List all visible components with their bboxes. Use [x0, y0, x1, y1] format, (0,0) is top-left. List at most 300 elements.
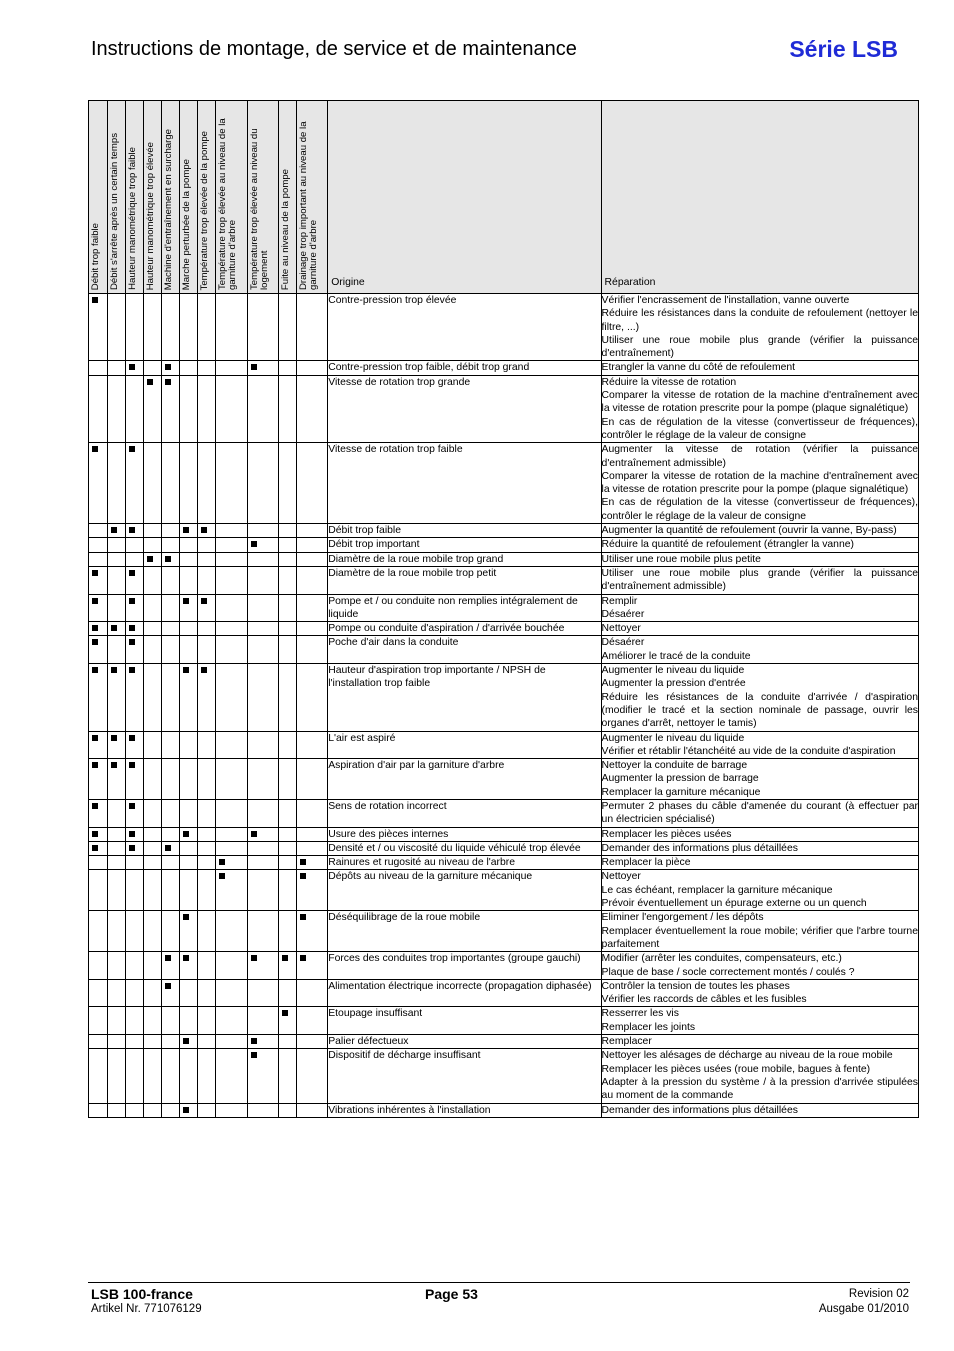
symptom-cell [180, 979, 198, 1007]
repair-cell [601, 361, 918, 375]
repair-line: Améliorer le tracé de la conduite [601, 650, 751, 662]
repair-line: Réduire les résistances de la conduite d'arrivée / d'aspiration (modifier le tracé et la section nominale de passage, ouvrir les organes d'arrêt, nettoyer le tamis) [601, 691, 918, 730]
marker-square [129, 625, 135, 631]
symptom-cell [279, 1035, 297, 1049]
symptom-cell [180, 870, 198, 911]
origin-cell: Vitesse de rotation trop grande [328, 375, 601, 442]
marker-square [92, 570, 98, 576]
symptom-cell [89, 361, 108, 375]
marker-square [219, 873, 225, 879]
table-header-row [89, 101, 919, 294]
marker-square [129, 762, 135, 768]
symptom-cell [126, 622, 144, 636]
symptom-cell [279, 731, 297, 759]
symptom-cell [198, 731, 216, 759]
marker-square [183, 1107, 189, 1113]
table-row [89, 731, 919, 759]
symptom-cell [297, 799, 328, 827]
symptom-cell [89, 979, 108, 1007]
origin-cell: Etoupage insuffisant [328, 1007, 601, 1035]
marker-square [201, 667, 207, 673]
repair-line: Comparer la vitesse de rotation de la machine d'entraînement avec la vitesse de rotation prescrite pour la pompe (plaque signalétique) [601, 390, 918, 415]
marker-square [129, 667, 135, 673]
symptom-cell [248, 911, 279, 952]
marker-square [165, 379, 171, 385]
symptom-cell [162, 759, 180, 800]
symptom-cell [108, 1007, 126, 1035]
symptom-cell [216, 552, 248, 566]
symptom-cell [248, 552, 279, 566]
symptom-cell [248, 799, 279, 827]
repair-cell [601, 731, 918, 759]
footer-article-number: Artikel Nr. 771076129 [91, 1303, 202, 1315]
symptom-cell [108, 1049, 126, 1103]
table-row [89, 1049, 919, 1103]
origin-cell: Dépôts au niveau de la garniture mécanique [328, 870, 601, 911]
symptom-cell [162, 841, 180, 855]
symptom-cell [89, 622, 108, 636]
symptom-cell [144, 841, 162, 855]
symptom-cell [162, 566, 180, 594]
table-row [89, 856, 919, 870]
symptom-cell [108, 636, 126, 664]
symptom-cell [180, 952, 198, 980]
symptom-cell [198, 799, 216, 827]
symptom-cell [126, 870, 144, 911]
repair-line: Augmenter le niveau du liquide [601, 665, 745, 677]
symptom-cell [279, 622, 297, 636]
origin-cell: Contre-pression trop élevée [328, 294, 601, 361]
repair-line: Nettoyer les alésages de décharge au niveau de la roue mobile [601, 1050, 893, 1062]
symptom-cell [108, 524, 126, 538]
repair-line: Nettoyer la conduite de barrage [601, 760, 748, 772]
marker-square [183, 831, 189, 837]
repair-line: Augmenter le niveau du liquide [601, 732, 745, 744]
symptom-cell [162, 1035, 180, 1049]
repair-cell [601, 911, 918, 952]
symptom-cell [216, 827, 248, 841]
symptom-cell [297, 538, 328, 552]
table-row [89, 636, 919, 664]
symptom-cell [162, 1049, 180, 1103]
repair-cell [601, 664, 918, 731]
symptom-cell [180, 856, 198, 870]
origin-cell: Hauteur d'aspiration trop importante / NPSH de l'installation trop faible [328, 664, 601, 731]
symptom-cell [216, 622, 248, 636]
symptom-cell [144, 594, 162, 622]
symptom-cell [89, 827, 108, 841]
symptom-cell [180, 566, 198, 594]
symptom-cell [89, 856, 108, 870]
symptom-cell [144, 538, 162, 552]
symptom-cell [180, 1035, 198, 1049]
repair-line: En cas de régulation de la vitesse (convertisseur de fréquences), contrôler le réglage de la valeur de consigne [601, 416, 918, 441]
symptom-cell [126, 1035, 144, 1049]
symptom-cell [89, 1103, 108, 1117]
symptom-cell [216, 1103, 248, 1117]
repair-cell [601, 952, 918, 980]
symptom-cell [162, 1103, 180, 1117]
repair-line: Remplacer les pièces usées [601, 828, 732, 840]
symptom-cell [126, 799, 144, 827]
symptom-cell [89, 1007, 108, 1035]
symptom-cell [297, 594, 328, 622]
repair-line: Eliminer l'engorgement / les dépôts [601, 912, 764, 924]
repair-cell [601, 799, 918, 827]
symptom-cell [180, 636, 198, 664]
symptom-cell [216, 952, 248, 980]
repair-line: Remplacer les joints [601, 1021, 696, 1033]
symptom-cell [180, 731, 198, 759]
symptom-cell [126, 594, 144, 622]
symptom-cell [297, 1035, 328, 1049]
symptom-cell [216, 664, 248, 731]
symptom-cell [198, 566, 216, 594]
symptom-cell [279, 911, 297, 952]
marker-square [129, 831, 135, 837]
symptom-cell [198, 911, 216, 952]
symptom-cell [108, 375, 126, 442]
symptom-cell [198, 827, 216, 841]
repair-cell [601, 841, 918, 855]
repair-line: Utiliser une roue mobile plus grande (vérifier la puissance d'entraînement) [601, 334, 918, 360]
marker-square [201, 527, 207, 533]
symptom-cell [162, 979, 180, 1007]
symptom-cell [216, 594, 248, 622]
symptom-cell [198, 361, 216, 375]
symptom-cell [126, 1103, 144, 1117]
symptom-cell [216, 1035, 248, 1049]
symptom-cell [144, 759, 162, 800]
symptom-cell [162, 538, 180, 552]
symptom-cell [162, 1007, 180, 1035]
symptom-cell [144, 636, 162, 664]
symptom-cell [180, 294, 198, 361]
symptom-cell [108, 952, 126, 980]
symptom-cell [297, 856, 328, 870]
symptom-cell [248, 841, 279, 855]
origin-cell: Poche d'air dans la conduite [328, 636, 601, 664]
symptom-cell [180, 827, 198, 841]
symptom-cell [126, 443, 144, 524]
symptom-cell [126, 979, 144, 1007]
symptom-cell [162, 731, 180, 759]
symptom-cell [126, 827, 144, 841]
symptom-cell [279, 361, 297, 375]
symptom-cell [126, 375, 144, 442]
origin-cell: Débit trop faible [328, 524, 601, 538]
origin-cell: Alimentation électrique incorrecte (propagation diphasée) [328, 979, 601, 1007]
symptom-cell [198, 538, 216, 552]
table-row [89, 375, 919, 442]
symptom-cell [297, 443, 328, 524]
symptom-cell [180, 524, 198, 538]
symptom-cell [162, 594, 180, 622]
marker-square [183, 667, 189, 673]
marker-square [183, 527, 189, 533]
symptom-cell [297, 841, 328, 855]
symptom-cell [162, 622, 180, 636]
marker-square [165, 983, 171, 989]
marker-square [129, 570, 135, 576]
symptom-cell [198, 759, 216, 800]
symptom-cell [198, 443, 216, 524]
origin-cell: L'air est aspiré [328, 731, 601, 759]
symptom-header: Marche perturbée de la pompe [180, 101, 198, 294]
symptom-cell [216, 361, 248, 375]
symptom-cell [162, 294, 180, 361]
symptom-cell [126, 952, 144, 980]
symptom-cell [108, 594, 126, 622]
symptom-cell [126, 566, 144, 594]
origin-cell: Contre-pression trop faible, débit trop grand [328, 361, 601, 375]
repair-cell [601, 552, 918, 566]
symptom-cell [297, 1049, 328, 1103]
table-row [89, 664, 919, 731]
page-title: Instructions de montage, de service et de maintenance [91, 38, 577, 60]
origin-cell: Palier défectueux [328, 1035, 601, 1049]
symptom-cell [279, 759, 297, 800]
symptom-cell [108, 294, 126, 361]
symptom-header: Fuite au niveau de la pompe [279, 101, 297, 294]
symptom-cell [248, 759, 279, 800]
symptom-cell [126, 636, 144, 664]
symptom-header: Hauteur manométrique trop faible [126, 101, 144, 294]
repair-line: Vérifier l'encrassement de l'installation, vanne ouverte [601, 295, 850, 306]
symptom-cell [144, 1035, 162, 1049]
symptom-cell [216, 566, 248, 594]
symptom-cell [198, 841, 216, 855]
symptom-cell [279, 443, 297, 524]
symptom-cell [162, 856, 180, 870]
symptom-cell [279, 841, 297, 855]
symptom-cell [216, 294, 248, 361]
repair-line: Adapter à la pression du système / à la pression d'arrivée stipulées au moment de la commande [601, 1076, 918, 1102]
symptom-cell [279, 1049, 297, 1103]
symptom-cell [216, 1049, 248, 1103]
marker-square [147, 556, 153, 562]
repair-line: Désaérer [601, 637, 645, 649]
repair-cell [601, 759, 918, 800]
symptom-cell [198, 552, 216, 566]
symptom-cell [180, 1007, 198, 1035]
repair-line: Demander des informations plus détaillées [601, 842, 798, 854]
repair-cell [601, 979, 918, 1007]
symptom-cell [144, 1049, 162, 1103]
symptom-cell [198, 1035, 216, 1049]
symptom-cell [216, 841, 248, 855]
repair-line: Nettoyer [601, 623, 641, 635]
symptom-cell [89, 731, 108, 759]
symptom-cell [297, 1007, 328, 1035]
symptom-cell [144, 827, 162, 841]
symptom-cell [162, 375, 180, 442]
repair-line: Augmenter la pression de barrage [601, 773, 759, 785]
symptom-cell [248, 1103, 279, 1117]
symptom-cell [180, 1049, 198, 1103]
symptom-cell [248, 361, 279, 375]
origin-cell: Densité et / ou viscosité du liquide véhiculé trop élevée [328, 841, 601, 855]
marker-square [92, 625, 98, 631]
origin-cell: Vibrations inhérentes à l'installation [328, 1103, 601, 1117]
symptom-cell [126, 538, 144, 552]
symptom-cell [126, 664, 144, 731]
repair-cell [601, 622, 918, 636]
symptom-cell [216, 538, 248, 552]
symptom-cell [279, 664, 297, 731]
symptom-cell [162, 827, 180, 841]
symptom-cell [279, 1007, 297, 1035]
table-row [89, 911, 919, 952]
symptom-cell [216, 1007, 248, 1035]
symptom-cell [89, 375, 108, 442]
table-row [89, 361, 919, 375]
symptom-cell [108, 979, 126, 1007]
series-title: Série LSB [789, 36, 898, 62]
repair-cell [601, 566, 918, 594]
symptom-cell [144, 911, 162, 952]
symptom-cell [108, 841, 126, 855]
symptom-cell [216, 375, 248, 442]
symptom-cell [89, 294, 108, 361]
symptom-cell [108, 799, 126, 827]
origin-cell: Diamètre de la roue mobile trop petit [328, 566, 601, 594]
marker-square [92, 297, 98, 303]
symptom-cell [144, 443, 162, 524]
symptom-cell [144, 1103, 162, 1117]
symptom-cell [108, 911, 126, 952]
symptom-cell [162, 952, 180, 980]
repair-line: Remplacer [601, 1036, 652, 1048]
symptom-cell [89, 870, 108, 911]
origin-cell: Usure des pièces internes [328, 827, 601, 841]
symptom-cell [162, 524, 180, 538]
marker-square [92, 762, 98, 768]
marker-square [282, 1010, 288, 1016]
repair-line: Contrôler la tension de toutes les phases [601, 980, 790, 992]
repair-line: Demander des informations plus détaillées [601, 1104, 798, 1116]
symptom-cell [126, 524, 144, 538]
symptom-cell [162, 552, 180, 566]
symptom-cell [297, 911, 328, 952]
symptom-cell [180, 799, 198, 827]
marker-square [111, 625, 117, 631]
symptom-cell [297, 622, 328, 636]
symptom-cell [279, 538, 297, 552]
repair-cell [601, 1007, 918, 1035]
symptom-cell [198, 870, 216, 911]
symptom-cell [144, 524, 162, 538]
origin-cell: Débit trop important [328, 538, 601, 552]
symptom-cell [144, 361, 162, 375]
symptom-cell [216, 870, 248, 911]
symptom-cell [248, 594, 279, 622]
symptom-cell [297, 664, 328, 731]
symptom-cell [216, 979, 248, 1007]
symptom-cell [297, 375, 328, 442]
symptom-cell [180, 375, 198, 442]
symptom-cell [248, 1049, 279, 1103]
symptom-header: Machine d'entraînement en surcharge [162, 101, 180, 294]
repair-line: Comparer la vitesse de rotation de la machine d'entraînement avec la vitesse de rotation prescrite pour la pompe (plaque signalétique) [601, 470, 918, 496]
repair-cell [601, 594, 918, 622]
symptom-cell [144, 731, 162, 759]
symptom-cell [279, 566, 297, 594]
symptom-cell [89, 443, 108, 524]
repair-line: Vérifier les raccords de câbles et les fusibles [601, 994, 807, 1006]
table-row [89, 952, 919, 980]
marker-square [300, 859, 306, 865]
symptom-header: Température trop élevée au niveau du logement [248, 101, 279, 294]
symptom-cell [89, 538, 108, 552]
symptom-cell [216, 636, 248, 664]
repair-line: Remplacer les pièces usées (roue mobile, bagues à fente) [601, 1063, 871, 1075]
marker-square [129, 598, 135, 604]
marker-square [165, 845, 171, 851]
table-row [89, 566, 919, 594]
repair-cell [601, 856, 918, 870]
table-row [89, 552, 919, 566]
marker-square [183, 914, 189, 920]
origin-cell: Déséquilibrage de la roue mobile [328, 911, 601, 952]
symptom-cell [248, 538, 279, 552]
marker-square [111, 527, 117, 533]
symptom-header: Hauteur manométrique trop élevée [144, 101, 162, 294]
symptom-cell [89, 524, 108, 538]
symptom-cell [216, 524, 248, 538]
repair-line: Remplacer éventuellement la roue mobile; vérifier que l'arbre tourne parfaitement [601, 925, 918, 950]
symptom-cell [279, 799, 297, 827]
origin-cell: Dispositif de décharge insuffisant [328, 1049, 601, 1103]
symptom-cell [248, 524, 279, 538]
marker-square [92, 803, 98, 809]
symptom-cell [89, 664, 108, 731]
symptom-cell [89, 636, 108, 664]
symptom-cell [89, 911, 108, 952]
symptom-cell [108, 538, 126, 552]
symptom-cell [279, 870, 297, 911]
symptom-cell [248, 1007, 279, 1035]
marker-square [251, 955, 257, 961]
symptom-cell [198, 1007, 216, 1035]
symptom-cell [248, 664, 279, 731]
symptom-cell [89, 566, 108, 594]
symptom-cell [279, 827, 297, 841]
marker-square [300, 873, 306, 879]
marker-square [111, 762, 117, 768]
symptom-cell [89, 841, 108, 855]
repair-line: Réduire la quantité de refoulement (étrangler la vanne) [601, 539, 854, 551]
symptom-cell [216, 443, 248, 524]
repair-cell [601, 870, 918, 911]
table-row [89, 443, 919, 524]
symptom-cell [297, 1103, 328, 1117]
symptom-cell [248, 856, 279, 870]
repair-line: Utiliser une roue mobile plus grande (vérifier la puissance d'entraînement admissible) [601, 567, 918, 593]
symptom-cell [248, 443, 279, 524]
symptom-cell [180, 664, 198, 731]
repair-cell [601, 294, 918, 361]
symptom-cell [216, 759, 248, 800]
symptom-cell [126, 361, 144, 375]
marker-square [92, 639, 98, 645]
symptom-cell [297, 294, 328, 361]
table-row [89, 979, 919, 1007]
symptom-cell [248, 375, 279, 442]
table-row [89, 870, 919, 911]
symptom-cell [144, 979, 162, 1007]
marker-square [201, 598, 207, 604]
